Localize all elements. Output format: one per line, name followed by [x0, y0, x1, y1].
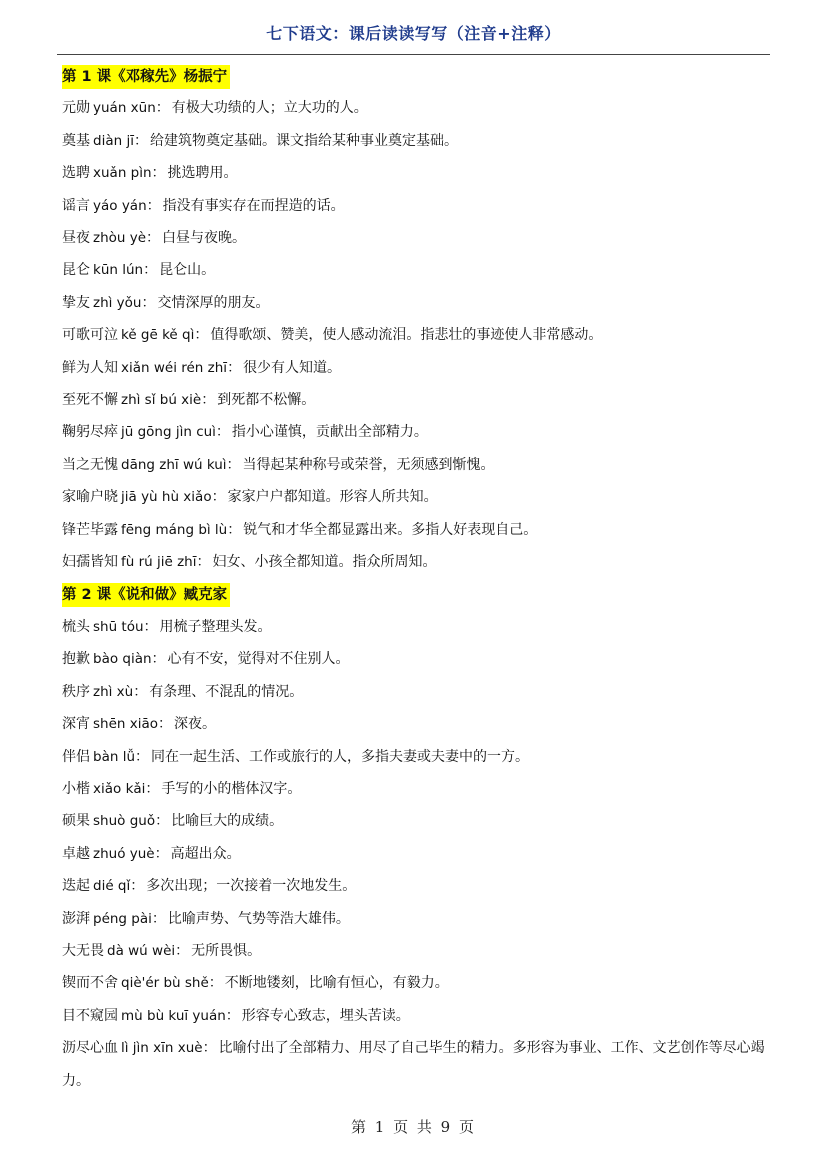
vocab-entry	[62, 773, 769, 805]
page-number: 第 1 页 共 9 页	[351, 1118, 476, 1136]
vocab-pinyin: diàn jī	[93, 132, 134, 149]
vocab-definition: 形容专心致志，埋头苦读。	[241, 1007, 410, 1024]
vocab-definition: 心有不安，觉得对不住别人。	[167, 651, 350, 668]
vocab-definition: 比喻巨大的成绩。	[171, 813, 284, 830]
vocab-entry	[62, 254, 769, 286]
vocab-colon: ：	[155, 813, 170, 830]
vocab-pinyin: jū gōng jìn cuì	[121, 424, 216, 441]
vocab-definition: 深夜。	[174, 716, 217, 733]
vocab-entry	[62, 805, 769, 837]
vocab-entry	[62, 1032, 769, 1097]
vocab-entry	[62, 352, 769, 384]
vocab-colon: ：	[227, 521, 242, 538]
vocab-entry	[62, 92, 769, 124]
vocab-colon: ：	[146, 197, 161, 214]
vocab-pinyin: yáo yán	[93, 197, 147, 214]
vocab-entry	[62, 838, 769, 870]
vocab-definition: 当得起某种称号或荣誉，无须感到惭愧。	[242, 456, 495, 473]
vocab-word: 深宵	[62, 716, 90, 733]
vocab-entry	[62, 935, 769, 967]
vocab-pinyin: dāng zhī wú kuì	[121, 456, 227, 473]
vocab-word: 选聘	[62, 165, 90, 182]
vocab-word: 可歌可泣	[62, 327, 118, 344]
vocab-pinyin: bàn lǚ	[93, 748, 135, 765]
vocab-word: 鞠躬尽瘁	[62, 424, 118, 441]
vocab-colon: ：	[135, 748, 149, 765]
vocab-colon: ：	[225, 1007, 240, 1024]
vocab-colon: ：	[133, 132, 148, 149]
vocab-definition: 无所畏惧。	[191, 942, 262, 959]
lesson-section	[62, 60, 769, 578]
vocab-pinyin: zhì yǒu	[93, 294, 142, 311]
vocab-word: 元勋	[62, 100, 90, 117]
vocab-colon: ：	[201, 392, 216, 409]
vocab-definition: 多次出现；一次接着一次地发生。	[146, 878, 357, 895]
vocab-word: 迭起	[62, 878, 90, 895]
vocab-definition: 到死都不松懈。	[217, 392, 316, 409]
vocab-pinyin: shū tóu	[93, 618, 144, 635]
vocab-definition: 比喻付出了全部精力、用尽了自己毕生的精力。多形容为事业、工作、文艺创作等尽心竭力。	[62, 1040, 765, 1089]
vocab-definition: 昆仑山。	[159, 262, 216, 279]
lesson-section	[62, 578, 769, 1096]
vocab-colon: ：	[196, 554, 211, 571]
vocab-definition: 有条理、不混乱的情况。	[149, 683, 304, 700]
vocab-colon: ：	[158, 716, 173, 733]
vocab-colon: ：	[141, 294, 156, 311]
vocab-pinyin: xiǎo kǎi	[93, 780, 146, 797]
vocab-word: 秩序	[62, 683, 90, 700]
vocab-pinyin: fēng máng bì lù	[121, 521, 228, 538]
vocab-entry	[62, 157, 769, 189]
vocab-definition: 有极大功绩的人；立大功的人。	[171, 100, 368, 117]
vocab-colon: ：	[215, 424, 230, 441]
vocab-entry	[62, 514, 769, 546]
vocab-pinyin: zhòu yè	[93, 230, 147, 247]
vocab-pinyin: kūn lún	[93, 262, 144, 279]
vocab-pinyin: péng pài	[93, 910, 152, 927]
document-body	[62, 60, 769, 1097]
vocab-definition: 妇女、小孩全都知道。指众所周知。	[212, 554, 437, 571]
vocab-definition: 挑选聘用。	[167, 165, 238, 182]
vocab-entry	[62, 611, 769, 643]
vocab-word: 目不窥园	[62, 1007, 118, 1024]
vocab-definition: 指没有事实存在而捏造的话。	[162, 197, 345, 214]
vocab-word: 家喻户晓	[62, 489, 118, 506]
vocab-pinyin: mù bù kuī yuán	[121, 1007, 226, 1024]
vocab-pinyin: lì jìn xīn xuè	[121, 1040, 203, 1057]
vocab-colon: ：	[151, 165, 166, 182]
vocab-pinyin: shuò guǒ	[93, 813, 156, 830]
vocab-word: 卓越	[62, 845, 90, 862]
vocab-entry	[62, 546, 769, 578]
vocab-word: 挚友	[62, 294, 90, 311]
vocab-entry	[62, 449, 769, 481]
vocab-word: 奠基	[62, 132, 90, 149]
vocab-word: 澎湃	[62, 910, 90, 927]
vocab-colon: ：	[151, 910, 166, 927]
vocab-entry	[62, 125, 769, 157]
vocab-definition: 不断地镂刻，比喻有恒心，有毅力。	[224, 975, 449, 992]
vocab-definition: 家家户户都知道。形容人所共知。	[227, 489, 438, 506]
vocab-word: 梳头	[62, 618, 90, 635]
lesson-heading-text: 第 1 课《邓稼先》杨振宁	[62, 65, 230, 89]
vocab-colon: ：	[143, 262, 158, 279]
vocab-word: 昼夜	[62, 230, 90, 247]
vocab-word: 鲜为人知	[62, 359, 118, 376]
vocab-definition: 手写的小的楷体汉字。	[161, 780, 302, 797]
vocab-definition: 白昼与夜晚。	[162, 230, 247, 247]
vocab-definition: 值得歌颂、赞美，使人感动流泪。指悲壮的事迹使人非常感动。	[210, 327, 603, 344]
vocab-colon: ：	[226, 456, 241, 473]
vocab-word: 当之无愧	[62, 456, 118, 473]
vocab-colon: ：	[133, 683, 148, 700]
vocab-word: 妇孺皆知	[62, 554, 118, 571]
vocab-entry	[62, 481, 769, 513]
vocab-pinyin: xiǎn wéi rén zhī	[121, 359, 228, 376]
vocab-entry	[62, 384, 769, 416]
vocab-entry	[62, 741, 769, 773]
vocab-colon: ：	[154, 845, 169, 862]
vocab-definition: 高超出众。	[170, 845, 241, 862]
vocab-word: 小楷	[62, 780, 90, 797]
vocab-colon: ：	[146, 230, 161, 247]
lesson-heading	[62, 60, 769, 92]
vocab-entry	[62, 708, 769, 740]
vocab-definition: 用梳子整理头发。	[159, 618, 272, 635]
vocab-definition: 比喻声势、气势等浩大雄伟。	[167, 910, 350, 927]
vocab-pinyin: jiā yù hù xiǎo	[121, 489, 212, 506]
vocab-colon: ：	[211, 489, 226, 506]
vocab-colon: ：	[227, 359, 242, 376]
vocab-word: 昆仑	[62, 262, 90, 279]
vocab-entry	[62, 1000, 769, 1032]
vocab-entry	[62, 222, 769, 254]
vocab-entry	[62, 676, 769, 708]
vocab-pinyin: fù rú jiē zhī	[121, 554, 197, 571]
vocab-pinyin: zhuó yuè	[93, 845, 155, 862]
lesson-heading-text: 第 2 课《说和做》臧克家	[62, 583, 230, 607]
vocab-pinyin: zhì xù	[93, 683, 134, 700]
vocab-colon: ：	[194, 327, 209, 344]
vocab-entry	[62, 416, 769, 448]
vocab-word: 大无畏	[62, 942, 104, 959]
vocab-word: 硕果	[62, 813, 90, 830]
page-header	[57, 18, 770, 55]
vocab-colon: ：	[151, 651, 166, 668]
vocab-pinyin: dié qǐ	[93, 878, 131, 895]
vocab-entry	[62, 903, 769, 935]
vocab-entry	[62, 190, 769, 222]
vocab-pinyin: dà wú wèi	[107, 942, 176, 959]
vocab-pinyin: kě gē kě qì	[121, 327, 195, 344]
vocab-entry	[62, 967, 769, 999]
vocab-definition: 很少有人知道。	[243, 359, 342, 376]
vocab-word: 沥尽心血	[62, 1040, 118, 1057]
vocab-colon: ：	[202, 1040, 217, 1057]
vocab-definition: 给建筑物奠定基础。课文指给某种事业奠定基础。	[149, 132, 458, 149]
vocab-colon: ：	[143, 618, 158, 635]
vocab-pinyin: bào qiàn	[93, 651, 152, 668]
vocab-definition: 交情深厚的朋友。	[157, 294, 270, 311]
vocab-word: 抱歉	[62, 651, 90, 668]
vocab-pinyin: xuǎn pìn	[93, 165, 152, 182]
vocab-colon: ：	[208, 975, 223, 992]
vocab-entry	[62, 643, 769, 675]
vocab-word: 至死不懈	[62, 392, 118, 409]
vocab-pinyin: yuán xūn	[93, 100, 156, 117]
vocab-word: 伴侣	[62, 748, 90, 765]
vocab-colon: ：	[175, 942, 190, 959]
vocab-word: 谣言	[62, 197, 90, 214]
vocab-pinyin: zhì sǐ bú xiè	[121, 392, 202, 409]
vocab-pinyin: shēn xiāo	[93, 716, 159, 733]
vocab-entry	[62, 319, 769, 351]
vocab-colon: ：	[145, 780, 160, 797]
vocab-entry	[62, 870, 769, 902]
lesson-heading	[62, 578, 769, 610]
vocab-word: 锋芒毕露	[62, 521, 118, 538]
document-title: 七下语文：课后读读写写（注音+注释）	[266, 24, 561, 43]
vocab-pinyin: qiè'ér bù shě	[121, 975, 209, 992]
vocab-definition: 锐气和才华全都显露出来。多指人好表现自己。	[243, 521, 538, 538]
vocab-entry	[62, 287, 769, 319]
vocab-definition: 指小心谨慎，贡献出全部精力。	[231, 424, 428, 441]
vocab-colon: ：	[130, 878, 145, 895]
vocab-definition: 同在一起生活、工作或旅行的人，多指夫妻或夫妻中的一方。	[151, 748, 529, 765]
vocab-word: 锲而不舍	[62, 975, 118, 992]
vocab-colon: ：	[155, 100, 170, 117]
